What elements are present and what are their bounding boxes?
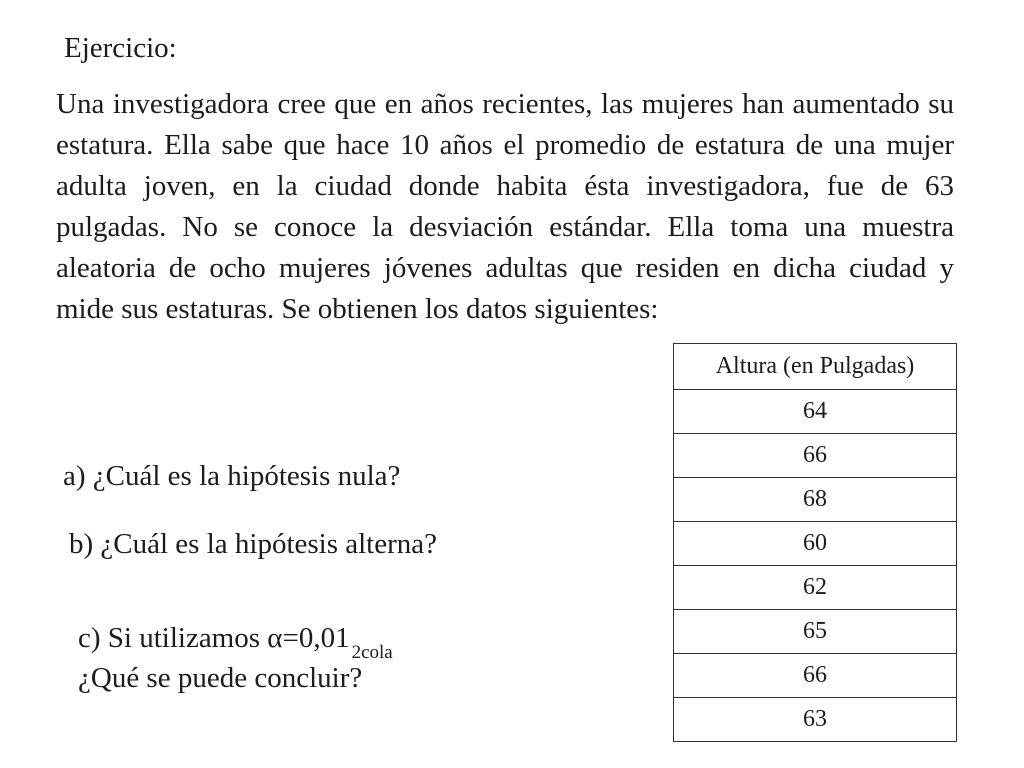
question-a: a) ¿Cuál es la hipótesis nula? [63, 460, 401, 492]
question-c-line2: ¿Qué se puede concluir? [78, 662, 363, 694]
problem-statement: Una investigadora cree que en años recientes, las mujeres han aumentado su estatura. Ella sabe que hace 10 años el promedio de estatura de una mujer adulta joven, en la ciudad donde habita ésta investigadora, fue de 63 pulgadas. No se conoce la desviación estándar. Ella toma una muestra aleatoria de ocho mujeres jóvenes adultas que residen en dicha ciudad y mide sus estaturas. Se obtienen los datos siguientes: [56, 88, 954, 325]
exercise-heading: Ejercicio: [64, 32, 177, 64]
table-header-row [674, 344, 957, 390]
question-c [78, 618, 393, 662]
table-cell: 68 [674, 478, 957, 522]
table-cell: 62 [674, 566, 957, 610]
height-data-table [673, 343, 957, 742]
table-header: Altura (en Pulgadas) [674, 344, 957, 390]
table-row [674, 522, 957, 566]
table-cell: 63 [674, 698, 957, 742]
table-row [674, 654, 957, 698]
table-row [674, 478, 957, 522]
question-c-subscript: 2cola [351, 642, 393, 663]
table-cell: 66 [674, 434, 957, 478]
table-cell: 64 [674, 390, 957, 434]
table-cell: 65 [674, 610, 957, 654]
question-b: b) ¿Cuál es la hipótesis alterna? [69, 528, 438, 560]
question-c-text: c) Si utilizamos α=0,01 [78, 622, 350, 654]
table-row [674, 566, 957, 610]
table-row [674, 434, 957, 478]
table-cell: 66 [674, 654, 957, 698]
table-row [674, 610, 957, 654]
table-row [674, 698, 957, 742]
table-cell: 60 [674, 522, 957, 566]
table-row [674, 390, 957, 434]
